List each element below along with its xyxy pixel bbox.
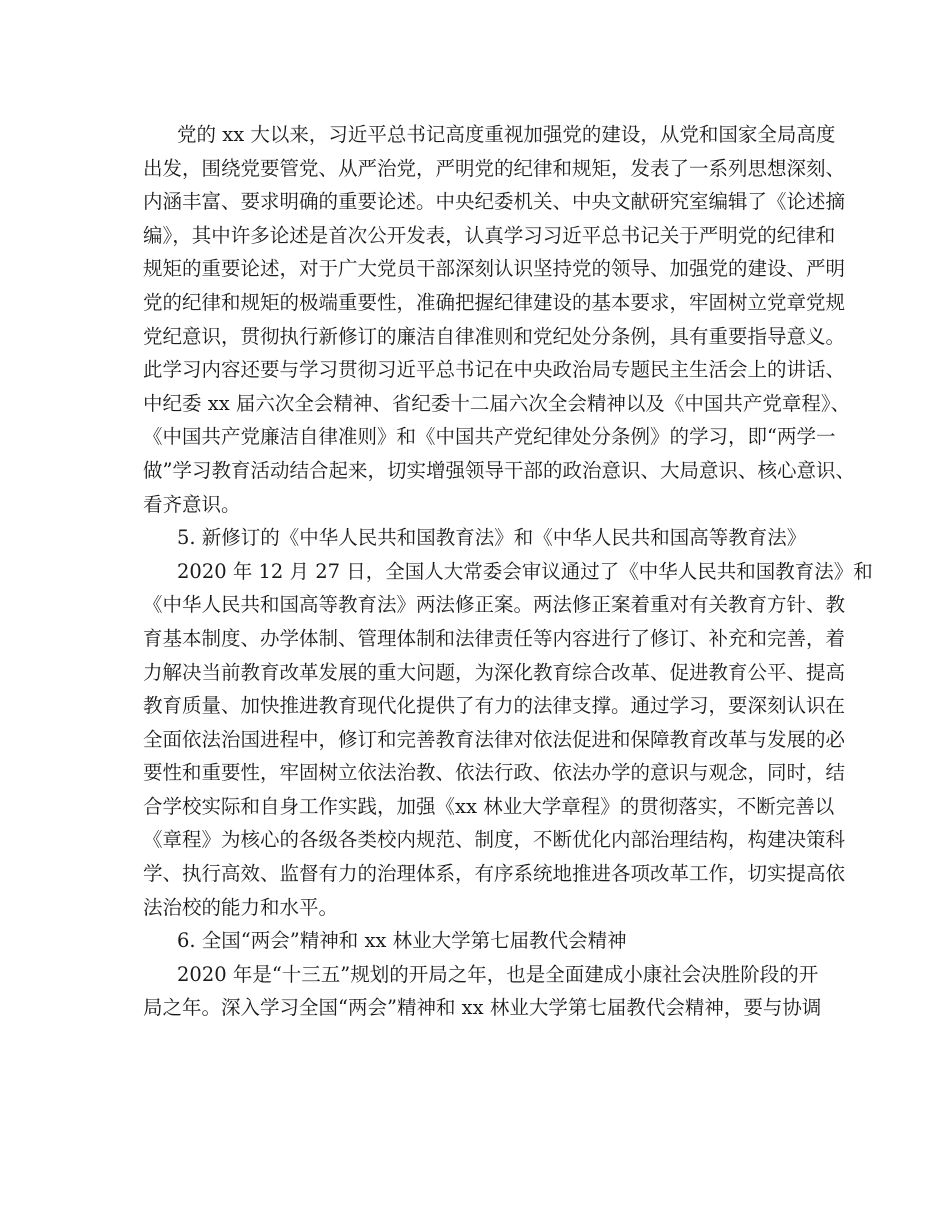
text-line: 党纪意识，贯彻执行新修订的廉洁自律准则和党纪处分条例，具有重要指导意义。 <box>143 324 846 348</box>
text-line: 看齐意识。 <box>143 492 241 516</box>
document-page <box>143 118 873 1025</box>
text-line: 《中国共产党廉洁自律准则》和《中国共产党纪律处分条例》的学习，即“两学一 <box>143 425 836 449</box>
text-line: 内涵丰富、要求明确的重要论述。中央纪委机关、中央文献研究室编辑了《论述摘 <box>143 190 846 214</box>
text-line: 党的纪律和规矩的极端重要性，准确把握纪律建设的基本要求，牢固树立党章党规 <box>143 290 846 314</box>
text-line: 局之年。深入学习全国“两会”精神和 xx 林业大学第七届教代会精神，要与协调 <box>143 996 822 1020</box>
text-line: 规矩的重要论述，对于广大党员干部深刻认识坚持党的领导、加强党的建设、严明 <box>143 257 846 281</box>
text-line: 育基本制度、办学体制、管理体制和法律责任等内容进行了修订、补充和完善，着 <box>143 626 846 650</box>
text-line: 合学校实际和自身工作实践，加强《xx 林业大学章程》的贯彻落实，不断完善以 <box>143 794 835 818</box>
text-line: 学、执行高效、监督有力的治理体系，有序系统地推进各项改革工作，切实提高依 <box>143 862 846 886</box>
text-line: 全面依法治国进程中，修订和完善教育法律对依法促进和保障教育改革与发展的必 <box>143 727 846 751</box>
text-line: 党的 xx 大以来，习近平总书记高度重视加强党的建设，从党和国家全局高度 <box>177 123 836 146</box>
text-line: 2020 年是“十三五”规划的开局之年，也是全面建成小康社会决胜阶段的开 <box>177 962 819 986</box>
text-line: 《章程》为核心的各级各类校内规范、制度，不断优化内部治理结构，构建决策科 <box>143 828 846 852</box>
text-line: 中纪委 xx 届六次全会精神、省纪委十二届六次全会精神以及《中国共产党章程》、 <box>143 391 851 415</box>
text-line: 出发，围绕党要管党、从严治党，严明党的纪律和规矩，发表了一系列思想深刻、 <box>143 156 846 180</box>
text-line: 做”学习教育活动结合起来，切实增强领导干部的政治意识、大局意识、核心意识、 <box>143 458 855 482</box>
text-line: 法治校的能力和水平。 <box>143 895 339 919</box>
text-line: 2020 年 12 月 27 日，全国人大常委会审议通过了《中华人民共和国教育法》和 <box>177 559 873 583</box>
text-line: 要性和重要性，牢固树立依法治教、依法行政、依法办学的意识与观念，同时，结 <box>143 761 846 785</box>
text-line: 6. 全国“两会”精神和 xx 林业大学第七届教代会精神 <box>177 929 627 953</box>
text-line: 教育质量、加快推进教育现代化提供了有力的法律支撑。通过学习，要深刻认识在 <box>143 694 846 718</box>
text-line: 力解决当前教育改革发展的重大问题，为深化教育综合改革、促进教育公平、提高 <box>143 660 846 684</box>
text-line: 5. 新修订的《中华人民共和国教育法》和《中华人民共和国高等教育法》 <box>177 526 807 550</box>
text-line: 此学习内容还要与学习贯彻习近平总书记在中央政治局专题民主生活会上的讲话、 <box>143 358 846 382</box>
text-line: 编》，其中许多论述是首次公开发表，认真学习习近平总书记关于严明党的纪律和 <box>143 223 836 247</box>
text-line: 《中华人民共和国高等教育法》两法修正案。两法修正案着重对有关教育方针、教 <box>143 593 846 617</box>
